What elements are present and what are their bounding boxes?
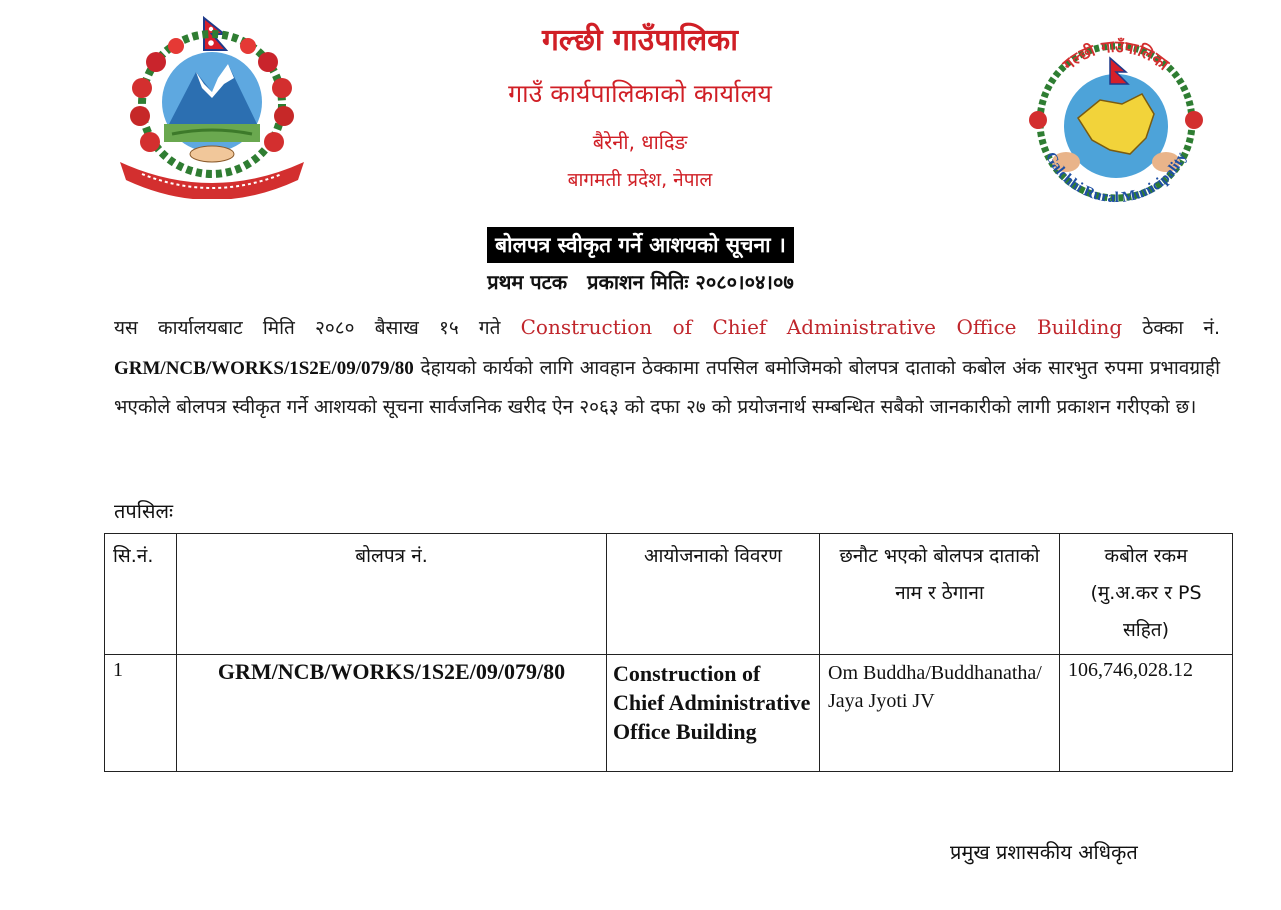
signatory-title: प्रमुख प्रशासकीय अधिकृत: [950, 840, 1138, 864]
table-header-row: [105, 534, 1233, 655]
mountain-icon: [162, 52, 262, 152]
ribbon-banner-icon: [120, 162, 304, 199]
notice-body: [114, 308, 1220, 428]
cell-bid-number: GRM/NCB/WORKS/1S2E/09/079/80: [177, 655, 607, 772]
project-title: Construction of Chief Administrative Office Building: [520, 315, 1123, 339]
province-country: बागमती प्रदेश, नेपाल: [567, 169, 713, 191]
handshake-icon: [190, 146, 234, 162]
table-row: [105, 655, 1233, 772]
body-main-text: देहायको कार्यको लागि आवहान ठेक्कामा तपसिल बमोजिमको बोलपत्र दाताको कबोल अंक सारभुत रुपमा प्रभावग्राही भएकोले बोलपत्र स्वीकृत गर्ने आशयको सूचना सार्वजनिक खरीद ऐन २०६३ को दफा २७ को प्रयोजनार्थ सम्बन्धित सबैको जानकारीको लागी प्रकाशन गरीएको छ।: [114, 356, 1220, 418]
edition-label: प्रथम पटक: [487, 270, 568, 294]
contract-number: GRM/NCB/WORKS/1S2E/09/079/80: [114, 357, 414, 379]
cell-project: Construction of Chief Administrative Office Building: [607, 655, 820, 772]
body-intro: यस कार्यालयबाट मिति २०८० बैसाख १५ गते: [114, 317, 501, 339]
notice-title: बोलपत्र स्वीकृत गर्ने आशयको सूचना ।: [487, 227, 794, 263]
office-location: बैरेनी, धादिङ: [592, 130, 688, 154]
galchhi-municipality-logo: [1018, 22, 1214, 218]
col-bid-number-header: बोलपत्र नं.: [177, 534, 607, 655]
publication-date: प्रकाशन मितिः २०८०।०४।०७: [587, 270, 794, 294]
cell-amount: 106,746,028.12: [1060, 655, 1233, 772]
logo-english-text: Galchhi Rural Municipality: [1042, 149, 1190, 207]
cell-serial: 1: [105, 655, 177, 772]
nepal-government-emblem: [112, 14, 312, 199]
office-name: गाउँ कार्यपालिकाको कार्यालय: [508, 79, 772, 108]
body-contract-label: ठेक्का नं.: [1142, 317, 1221, 339]
logo-arc-text: गल्छी गाउँपालिका: [1058, 36, 1173, 75]
col-serial-header: सि.नं.: [105, 534, 177, 655]
col-project-header: आयोजनाको विवरण: [607, 534, 820, 655]
col-amount-header: कबोल रकम (मु.अ.कर र PS सहित): [1060, 534, 1233, 655]
details-label: तपसिलः: [114, 499, 174, 523]
col-bidder-header: छनौट भएको बोलपत्र दाताको नाम र ठेगाना: [820, 534, 1060, 655]
publication-line: [0, 268, 1281, 295]
bid-table: [104, 533, 1233, 772]
cell-bidder: Om Buddha/Buddhanatha/ Jaya Jyoti JV: [820, 655, 1060, 772]
notice-title-wrap: [0, 227, 1281, 263]
municipality-name: गल्छी गाउँपालिका: [542, 23, 738, 58]
